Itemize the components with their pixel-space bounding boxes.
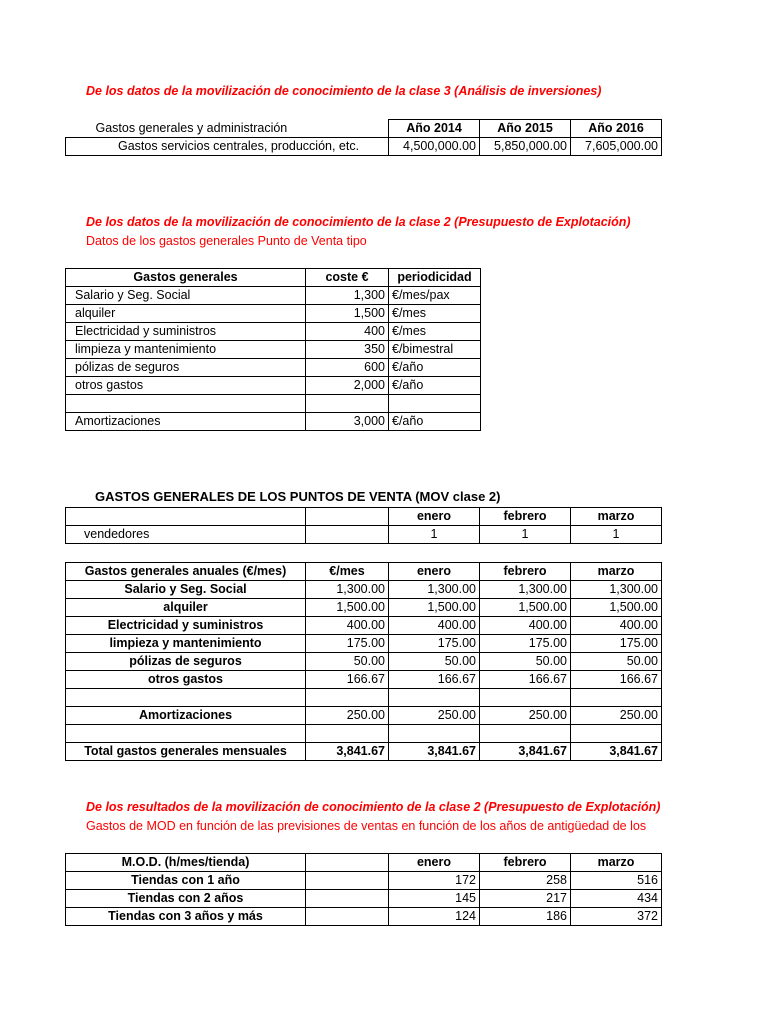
row-label: vendedores	[66, 526, 306, 544]
period-cell: €/año	[389, 359, 481, 377]
value-cell: 400.00	[306, 617, 389, 635]
value-cell: 250.00	[480, 707, 571, 725]
value-cell: 175.00	[480, 635, 571, 653]
year-header: Año 2014	[389, 120, 480, 138]
cost-cell: 350	[306, 341, 389, 359]
period-cell: €/año	[389, 377, 481, 395]
row-label: Gastos servicios centrales, producción, etc.	[66, 138, 389, 156]
row-label: otros gastos	[66, 377, 306, 395]
row-label: otros gastos	[66, 671, 306, 689]
table-row	[66, 635, 662, 653]
table-row	[66, 725, 662, 743]
value-cell: 124	[389, 908, 480, 926]
value-cell: 1,500.00	[306, 599, 389, 617]
period-cell: €/mes/pax	[389, 287, 481, 305]
row-label: Salario y Seg. Social	[66, 287, 306, 305]
year-header: Año 2015	[480, 120, 571, 138]
value-cell: 400.00	[571, 617, 662, 635]
month-header: enero	[389, 508, 480, 526]
value-cell: 1,500.00	[480, 599, 571, 617]
value-cell: 258	[480, 872, 571, 890]
value-cell: 434	[571, 890, 662, 908]
value-cell: 400.00	[480, 617, 571, 635]
row-label	[66, 725, 306, 743]
value-cell: 166.67	[480, 671, 571, 689]
table-row	[66, 872, 662, 890]
value-cell: 166.67	[571, 671, 662, 689]
row-label: Salario y Seg. Social	[66, 581, 306, 599]
table-row	[66, 689, 662, 707]
cost-cell: 3,000	[306, 413, 389, 431]
total-cell: 3,841.67	[571, 743, 662, 761]
value-cell: 250.00	[389, 707, 480, 725]
value-cell: 1,300.00	[306, 581, 389, 599]
total-cell: 3,841.67	[389, 743, 480, 761]
cost-cell: 600	[306, 359, 389, 377]
cost-cell	[306, 395, 389, 413]
row-label	[66, 395, 306, 413]
month-header: febrero	[480, 508, 571, 526]
value-cell: 175.00	[306, 635, 389, 653]
cost-cell: 400	[306, 323, 389, 341]
value-cell: 50.00	[480, 653, 571, 671]
blank-cell	[306, 854, 389, 872]
section2-subheading: Datos de los gastos generales Punto de Venta tipo	[86, 234, 367, 248]
investment-table	[65, 119, 662, 156]
row-label: Gastos generales y administración	[95, 120, 288, 135]
row-label	[66, 689, 306, 707]
blank-cell	[306, 508, 389, 526]
value-cell: 250.00	[306, 707, 389, 725]
value-cell: 175.00	[571, 635, 662, 653]
row-label: alquiler	[66, 305, 306, 323]
row-label: Tiendas con 2 años	[66, 890, 306, 908]
table-row	[66, 599, 662, 617]
value-cell: 50.00	[571, 653, 662, 671]
table-row	[66, 890, 662, 908]
value-cell: 166.67	[306, 671, 389, 689]
section4-heading: De los resultados de la movilización de conocimiento de la clase 2 (Presupuesto de Explotación)	[86, 800, 661, 814]
mod-table	[65, 853, 662, 926]
value-cell: 217	[480, 890, 571, 908]
blank-cell	[306, 908, 389, 926]
column-header: €/mes	[306, 563, 389, 581]
value-cell	[306, 689, 389, 707]
table-row	[66, 671, 662, 689]
row-label: limpieza y mantenimiento	[66, 635, 306, 653]
column-header: coste €	[306, 269, 389, 287]
month-header: marzo	[571, 508, 662, 526]
value-cell: 172	[389, 872, 480, 890]
total-row	[66, 743, 662, 761]
table-row	[66, 617, 662, 635]
row-label: Tiendas con 1 año	[66, 872, 306, 890]
row-label: pólizas de seguros	[66, 653, 306, 671]
row-label: limpieza y mantenimiento	[66, 341, 306, 359]
cost-cell: 1,300	[306, 287, 389, 305]
value-cell: 400.00	[389, 617, 480, 635]
row-label: Tiendas con 3 años y más	[66, 908, 306, 926]
column-header: Gastos generales anuales (€/mes)	[66, 563, 306, 581]
row-label: Amortizaciones	[66, 413, 306, 431]
blank-cell	[66, 508, 306, 526]
value-cell: 7,605,000.00	[571, 138, 662, 156]
value-cell: 166.67	[389, 671, 480, 689]
cost-cell: 1,500	[306, 305, 389, 323]
value-cell: 50.00	[306, 653, 389, 671]
value-cell: 1,300.00	[571, 581, 662, 599]
column-header: Gastos generales	[66, 269, 306, 287]
blank-cell	[306, 890, 389, 908]
period-cell: €/mes	[389, 323, 481, 341]
month-header: marzo	[571, 854, 662, 872]
table-row	[66, 707, 662, 725]
row-label: Amortizaciones	[66, 707, 306, 725]
monthly-costs-table	[65, 562, 662, 761]
value-cell	[389, 725, 480, 743]
total-cell: 3,841.67	[480, 743, 571, 761]
value-cell	[571, 689, 662, 707]
value-cell: 186	[480, 908, 571, 926]
value-cell: 516	[571, 872, 662, 890]
row-label: Electricidad y suministros	[66, 323, 306, 341]
value-cell: 1,300.00	[480, 581, 571, 599]
column-header: enero	[389, 563, 480, 581]
total-label: Total gastos generales mensuales	[66, 743, 306, 761]
blank-cell	[306, 872, 389, 890]
value-cell: 1	[389, 526, 480, 544]
table-row	[66, 653, 662, 671]
value-cell: 1	[571, 526, 662, 544]
row-label: Electricidad y suministros	[66, 617, 306, 635]
month-header: febrero	[480, 854, 571, 872]
value-cell	[389, 689, 480, 707]
value-cell: 1	[480, 526, 571, 544]
value-cell: 175.00	[389, 635, 480, 653]
value-cell	[480, 689, 571, 707]
month-header: enero	[389, 854, 480, 872]
value-cell: 4,500,000.00	[389, 138, 480, 156]
cost-cell: 2,000	[306, 377, 389, 395]
pos-costs-table	[65, 268, 481, 431]
blank-cell	[306, 526, 389, 544]
value-cell	[306, 725, 389, 743]
value-cell: 145	[389, 890, 480, 908]
value-cell: 250.00	[571, 707, 662, 725]
row-label: pólizas de seguros	[66, 359, 306, 377]
value-cell: 50.00	[389, 653, 480, 671]
period-cell: €/mes	[389, 305, 481, 323]
value-cell: 1,500.00	[389, 599, 480, 617]
column-header: M.O.D. (h/mes/tienda)	[66, 854, 306, 872]
value-cell: 5,850,000.00	[480, 138, 571, 156]
table-row	[66, 581, 662, 599]
column-header: febrero	[480, 563, 571, 581]
value-cell: 1,500.00	[571, 599, 662, 617]
year-header: Año 2016	[571, 120, 662, 138]
value-cell	[571, 725, 662, 743]
table-row	[66, 908, 662, 926]
period-cell: €/año	[389, 413, 481, 431]
vendedores-table	[65, 507, 662, 544]
section4-subheading: Gastos de MOD en función de las previsiones de ventas en función de los años de antigüedad de los	[86, 819, 647, 833]
value-cell	[480, 725, 571, 743]
section1-heading: De los datos de la movilización de conocimiento de la clase 3 (Análisis de inversiones)	[86, 84, 602, 98]
period-cell: €/bimestral	[389, 341, 481, 359]
section3-heading: GASTOS GENERALES DE LOS PUNTOS DE VENTA (MOV clase 2)	[95, 489, 501, 504]
value-cell: 372	[571, 908, 662, 926]
column-header: periodicidad	[389, 269, 481, 287]
total-cell: 3,841.67	[306, 743, 389, 761]
section2-heading: De los datos de la movilización de conocimiento de la clase 2 (Presupuesto de Explotación)	[86, 215, 631, 229]
period-cell	[389, 395, 481, 413]
column-header: marzo	[571, 563, 662, 581]
value-cell: 1,300.00	[389, 581, 480, 599]
row-label: alquiler	[66, 599, 306, 617]
